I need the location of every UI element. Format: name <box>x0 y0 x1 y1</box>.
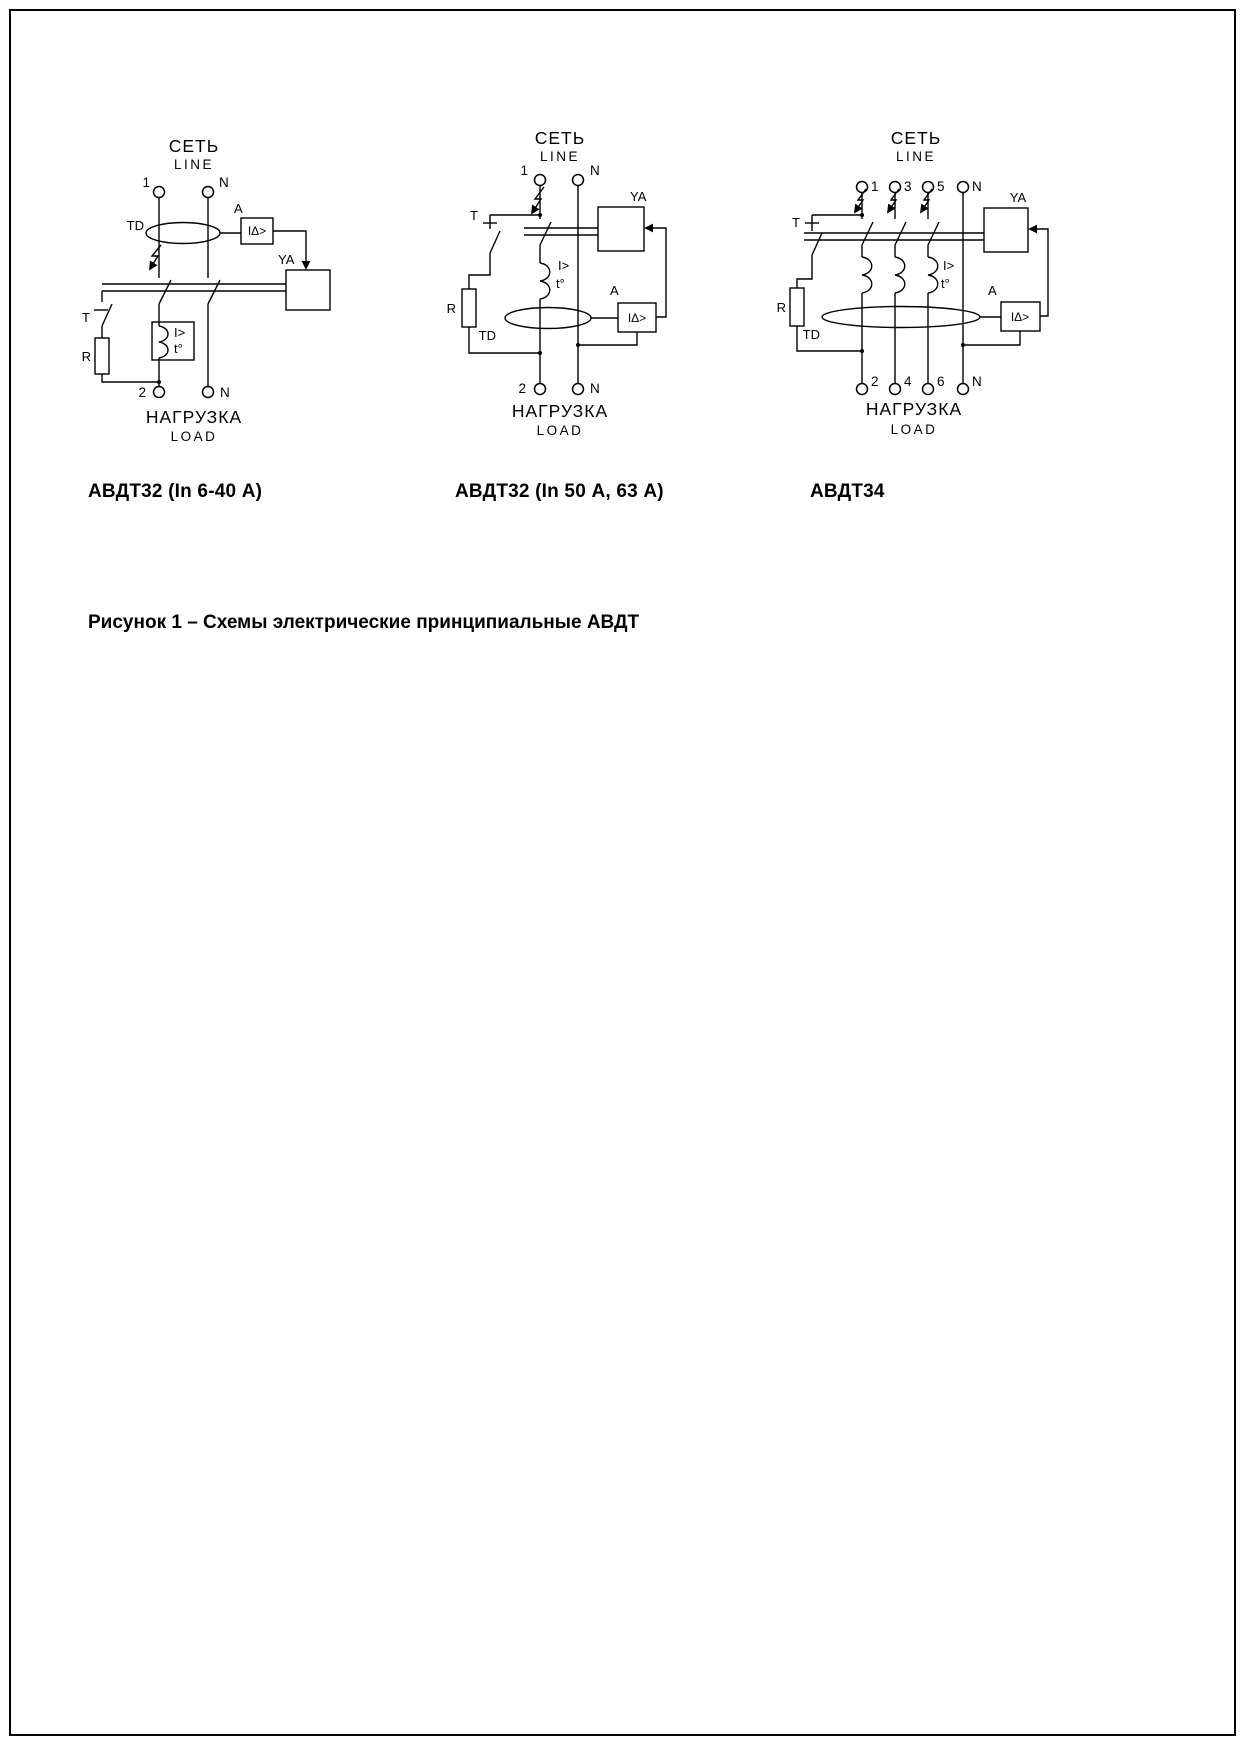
terminal-6 <box>923 384 934 395</box>
diff-current-label: IΔ> <box>247 224 267 238</box>
thermal-release-box <box>152 322 194 360</box>
thermal-label: t° <box>941 276 950 291</box>
contact-blade <box>540 222 551 245</box>
junction-dot <box>576 343 580 347</box>
amp-label: A <box>234 201 243 216</box>
top-terminals <box>857 179 982 194</box>
ya-box <box>598 207 644 251</box>
td-toroid <box>822 307 980 328</box>
td-toroid <box>146 223 220 244</box>
schematic-avdt32-50-63a <box>420 123 710 458</box>
terminal-n-top-label: N <box>972 179 982 194</box>
terminal-1-label: 1 <box>520 163 528 178</box>
resistor <box>462 289 476 327</box>
terminal-n-bottom <box>573 384 584 395</box>
td-label: TD <box>126 218 144 233</box>
ya-box <box>984 208 1028 252</box>
ya-label: YA <box>278 252 295 267</box>
terminal-4-label: 4 <box>904 374 912 389</box>
test-button-label: T <box>792 215 800 230</box>
schematic-avdt34-svg <box>756 123 1086 458</box>
test-wire <box>469 253 490 289</box>
figure-caption: Рисунок 1 – Схемы электрические принципиальные АВДТ <box>88 612 640 633</box>
junction-dot <box>860 349 864 353</box>
load-label-ru: НАГРУЗКА <box>865 399 963 419</box>
test-button-label: T <box>470 208 478 223</box>
overcurrent-label: I> <box>174 325 186 340</box>
line-label-en: LINE <box>895 149 937 164</box>
top-terminals <box>520 163 599 186</box>
resistor-label: R <box>446 301 456 316</box>
diagram-title-avdt32-50-63: АВДТ32 (In 50 А, 63 А) <box>455 481 664 502</box>
test-wire <box>797 255 812 288</box>
terminal-2 <box>154 387 165 398</box>
line-label-ru: СЕТЬ <box>168 136 220 156</box>
junction-dot <box>538 351 542 355</box>
thermal-label: t° <box>174 341 183 356</box>
load-label-en: LOAD <box>890 422 938 437</box>
bottom-terminals <box>518 381 599 396</box>
terminal-n-top <box>203 187 214 198</box>
overcurrent-label: I> <box>558 258 570 273</box>
load-label-ru: НАГРУЗКА <box>511 401 609 421</box>
ya-label: YA <box>630 189 647 204</box>
thermal-release-coil <box>540 263 550 299</box>
overcurrent-label: I> <box>943 258 955 273</box>
line-label-ru: СЕТЬ <box>890 128 942 148</box>
test-contact-blade <box>812 233 822 255</box>
thermal-release-coil <box>895 257 905 293</box>
terminal-3-label: 3 <box>904 179 912 194</box>
terminal-n-bottom <box>958 384 969 395</box>
terminal-n-top <box>573 175 584 186</box>
terminal-4 <box>890 384 901 395</box>
ya-label: YA <box>1009 190 1027 205</box>
terminal-5 <box>923 182 934 193</box>
thermal-label: t° <box>556 276 565 291</box>
bottom-terminals <box>138 385 229 400</box>
test-contact-blade <box>102 304 112 326</box>
trip-arrow-icon <box>532 187 544 213</box>
schematic-avdt32-6-40a <box>66 130 346 460</box>
line-label-en: LINE <box>173 157 215 172</box>
terminal-3 <box>890 182 901 193</box>
resistor <box>790 288 804 326</box>
terminal-2-label: 2 <box>871 374 879 389</box>
amp-return-wire <box>578 332 637 345</box>
td-label: TD <box>478 328 496 343</box>
terminal-6-label: 6 <box>937 374 945 389</box>
line-label-ru: СЕТЬ <box>534 128 586 148</box>
diagram-title-avdt34: АВДТ34 <box>810 481 885 502</box>
load-label-en: LOAD <box>536 423 584 438</box>
terminal-n-top-label: N <box>219 175 229 190</box>
terminal-1 <box>857 182 868 193</box>
terminal-2 <box>535 384 546 395</box>
test-return-wire <box>102 374 159 382</box>
diagram-title-avdt32-6-40: АВДТ32 (In 6-40 А) <box>88 481 263 502</box>
resistor-label: R <box>81 349 91 364</box>
terminal-n-top <box>958 182 969 193</box>
line-label-en: LINE <box>539 149 581 164</box>
terminal-1-label: 1 <box>871 179 879 194</box>
td-label: TD <box>802 327 820 342</box>
thermal-release-coil <box>928 257 938 293</box>
terminal-n-bottom-label: N <box>220 385 230 400</box>
terminal-2 <box>857 384 868 395</box>
terminal-n-bottom-label: N <box>972 374 982 389</box>
junction-dot <box>860 213 864 217</box>
schematic-avdt32-50-63a-svg <box>420 123 710 458</box>
terminal-2-label: 2 <box>138 385 146 400</box>
amp-return-wire <box>963 331 1020 345</box>
terminal-5-label: 5 <box>937 179 945 194</box>
top-terminals <box>142 175 228 198</box>
terminal-1 <box>154 187 165 198</box>
terminal-1 <box>535 175 546 186</box>
load-label-en: LOAD <box>170 429 218 444</box>
schematic-avdt32-6-40a-svg <box>66 130 346 460</box>
terminal-2-label: 2 <box>518 381 526 396</box>
junction-dot <box>538 213 542 217</box>
terminal-1-label: 1 <box>142 175 150 190</box>
load-label-ru: НАГРУЗКА <box>145 407 243 427</box>
diff-current-label: IΔ> <box>627 311 647 325</box>
resistor-label: R <box>776 300 786 315</box>
terminal-n-top-label: N <box>590 163 600 178</box>
test-button-label: T <box>82 310 90 325</box>
thermal-release-coil <box>159 326 168 358</box>
amp-label: A <box>610 283 619 298</box>
diff-current-label: IΔ> <box>1010 310 1030 324</box>
schematic-avdt34 <box>756 123 1086 458</box>
test-contact-blade <box>490 231 500 253</box>
junction-dot <box>157 380 161 384</box>
amp-label: A <box>988 283 997 298</box>
thermal-release-coil <box>862 257 872 293</box>
resistor <box>95 338 109 374</box>
ya-box <box>286 270 330 310</box>
terminal-n-bottom <box>203 387 214 398</box>
terminal-n-bottom-label: N <box>590 381 600 396</box>
junction-dot <box>961 343 965 347</box>
